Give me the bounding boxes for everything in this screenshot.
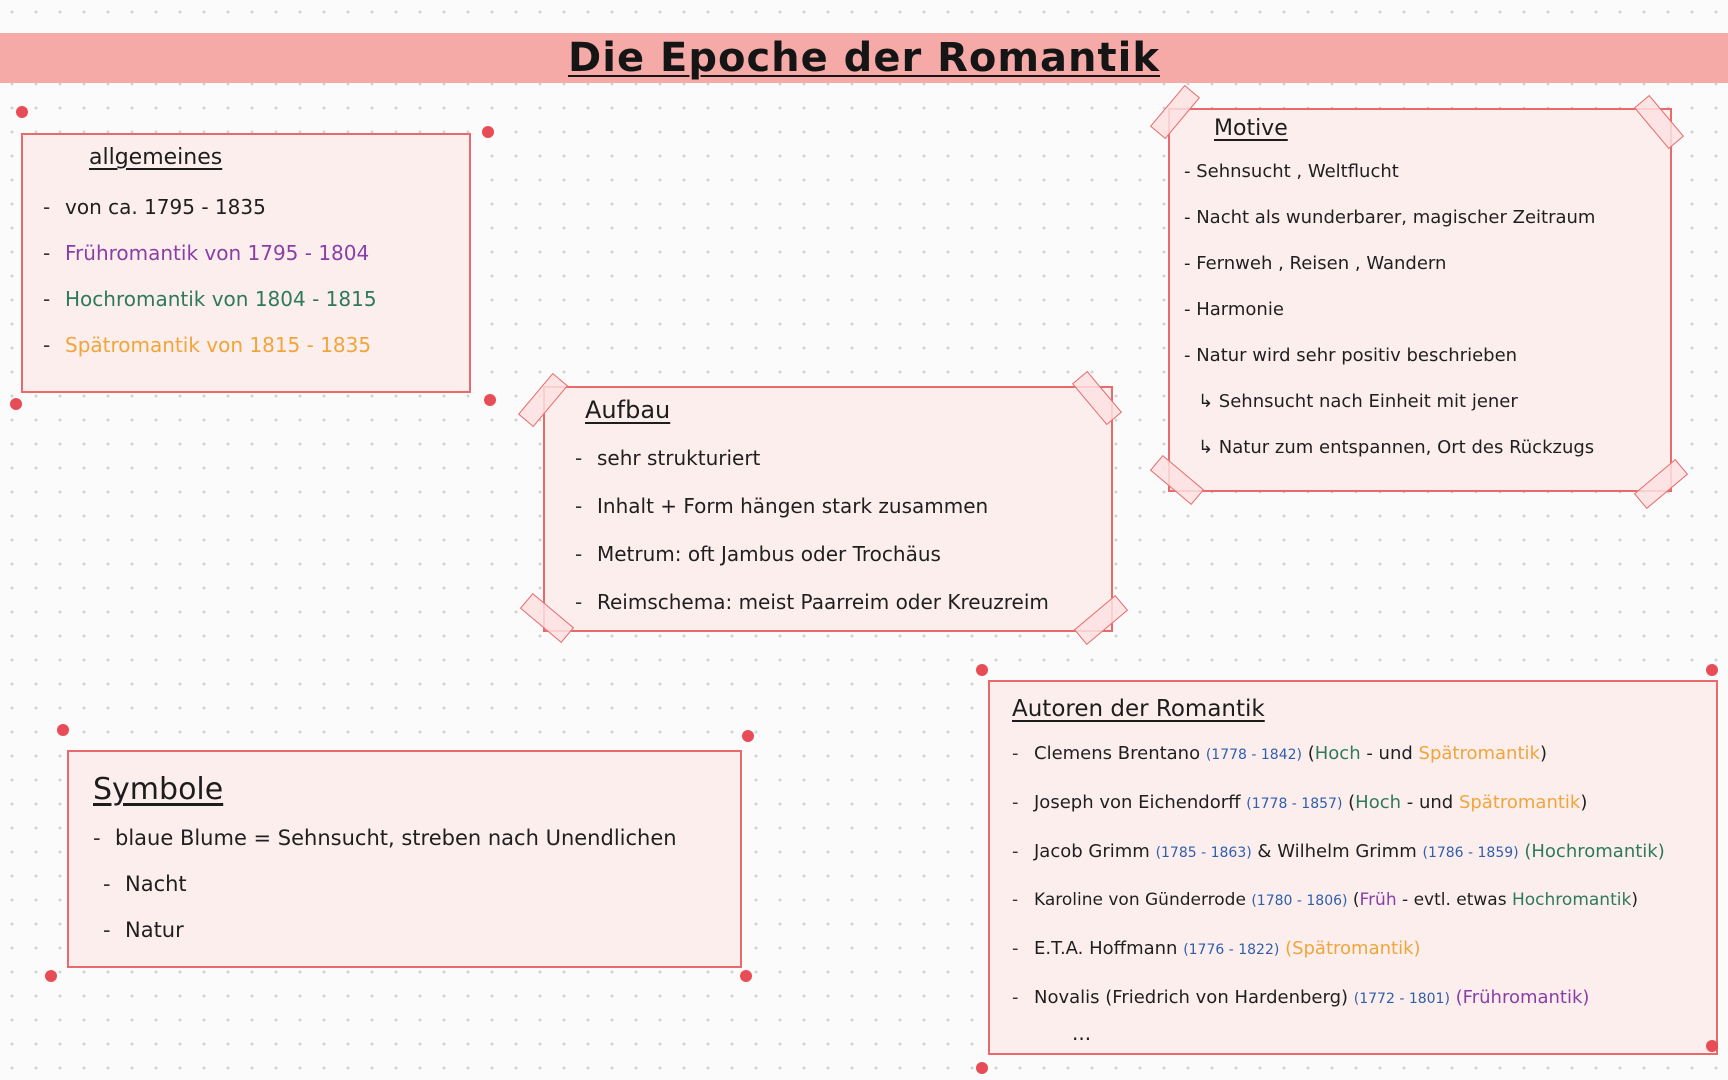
list-item: - Metrum: oft Jambus oder Trochäus: [575, 542, 941, 566]
list-item: - Joseph von Eichendorff (1778 - 1857) (Hoch - und Spätromantik): [1012, 792, 1588, 813]
list-item: - Jacob Grimm (1785 - 1863) & Wilhelm Grimm (1786 - 1859) (Hochromantik): [1012, 841, 1665, 862]
list-item: - Nacht als wunderbarer, magischer Zeitraum: [1184, 207, 1596, 228]
list-item: - Spätromantik von 1815 - 1835: [43, 333, 372, 357]
list-item: ↳ Natur zum entspannen, Ort des Rückzugs: [1198, 437, 1595, 458]
list-item: ↳ Sehnsucht nach Einheit mit jener: [1198, 391, 1518, 412]
list-item: - Reimschema: meist Paarreim oder Kreuzreim: [575, 590, 1049, 614]
list-item: - Sehnsucht , Weltflucht: [1184, 161, 1399, 182]
list-item: - Novalis (Friedrich von Hardenberg) (1772 - 1801) (Frühromantik): [1012, 987, 1590, 1008]
list-item: - Natur wird sehr positiv beschrieben: [1184, 345, 1518, 366]
card-heading-motive: Motive: [1214, 116, 1288, 141]
pin-icon: [10, 398, 22, 410]
pin-icon: [484, 394, 496, 406]
allgemeines-list: [43, 184, 469, 368]
pin-icon: [16, 106, 28, 118]
list-item: - Clemens Brentano (1778 - 1842) (Hoch - und Spätromantik): [1012, 743, 1547, 764]
pin-icon: [57, 724, 69, 736]
card-autoren: [988, 680, 1718, 1055]
autoren-ellipsis: ...: [1072, 1021, 1092, 1045]
pin-icon: [45, 970, 57, 982]
card-motive: [1168, 108, 1672, 492]
card-aufbau: [543, 386, 1113, 632]
card-heading-autoren: Autoren der Romantik: [1012, 696, 1265, 722]
list-item: - Karoline von Günderrode (1780 - 1806) (Früh - evtl. etwas Hochromantik): [1012, 890, 1638, 910]
pin-icon: [482, 126, 494, 138]
pin-icon: [976, 664, 988, 676]
list-item: - von ca. 1795 - 1835: [43, 195, 266, 219]
pin-icon: [1706, 1040, 1718, 1052]
autoren-list: [1012, 730, 1716, 1023]
list-item: - E.T.A. Hoffmann (1776 - 1822) (Spätromantik): [1012, 938, 1421, 959]
list-item: - Harmonie: [1184, 299, 1284, 320]
pin-icon: [1706, 664, 1718, 676]
pin-icon: [742, 730, 754, 742]
list-item: - Inhalt + Form hängen stark zusammen: [575, 494, 989, 518]
card-allgemeines: [21, 133, 471, 393]
list-item: - Natur: [103, 918, 184, 942]
symbole-list: [93, 815, 740, 953]
title-banner: [0, 33, 1728, 83]
card-symbole: [67, 750, 742, 968]
list-item: - Hochromantik von 1804 - 1815: [43, 287, 377, 311]
list-item: - Fernweh , Reisen , Wandern: [1184, 253, 1447, 274]
card-heading-aufbau: Aufbau: [585, 396, 671, 424]
pin-icon: [740, 970, 752, 982]
motive-list: [1184, 149, 1670, 471]
list-item: - blaue Blume = Sehnsucht, streben nach Unendlichen: [93, 826, 677, 850]
page-title: Die Epoche der Romantik: [568, 35, 1160, 81]
aufbau-list: [575, 434, 1111, 626]
pin-icon: [976, 1062, 988, 1074]
card-heading-allgemeines: allgemeines: [89, 145, 223, 170]
list-item: - Nacht: [103, 872, 187, 896]
list-item: - Frühromantik von 1795 - 1804: [43, 241, 370, 265]
list-item: - sehr strukturiert: [575, 446, 761, 470]
card-heading-symbole: Symbole: [93, 772, 224, 807]
